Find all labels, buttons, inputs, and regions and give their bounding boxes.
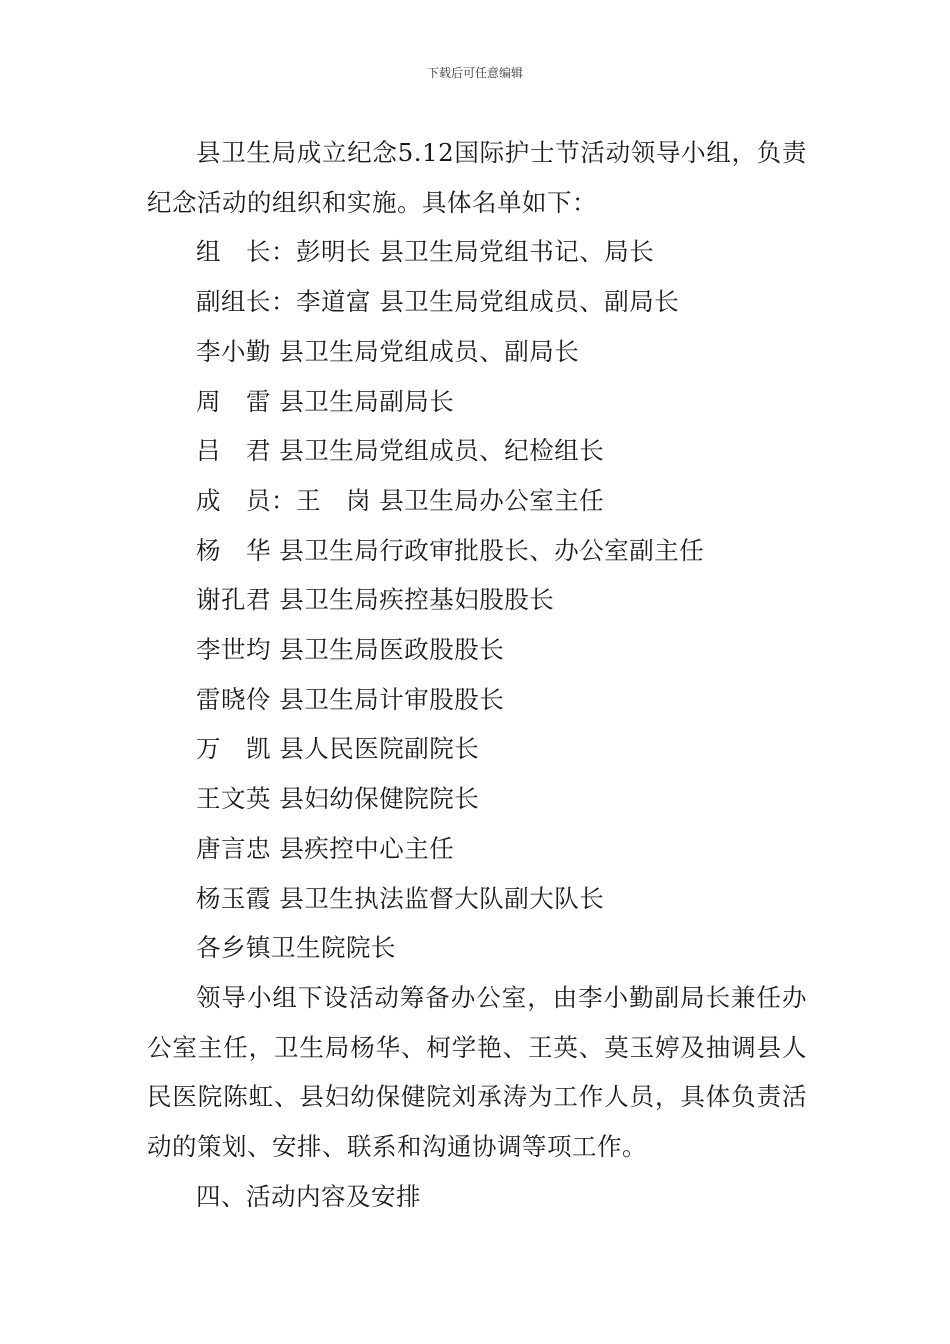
member-line-member-7: 王文英 县妇幼保健院院长 (196, 784, 480, 814)
member-line-member-2: 杨 华 县卫生局行政审批股长、办公室副主任 (196, 535, 705, 565)
section-heading: 四、活动内容及安排 (196, 1181, 421, 1211)
member-line-leader: 组 长：彭明长 县卫生局党组书记、局长 (196, 237, 655, 267)
member-line-member-5: 雷晓伶 县卫生局计审股股长 (196, 684, 505, 714)
document-body (147, 128, 807, 1221)
member-line-deputy-3: 周 雷 县卫生局副局长 (196, 386, 455, 416)
page-header: 下载后可任意编辑 (426, 66, 523, 80)
member-line-deputy-2: 李小勤 县卫生局党组成员、副局长 (196, 336, 580, 366)
member-line-member-3: 谢孔君 县卫生局疾控基妇股股长 (196, 585, 555, 615)
office-paragraph: 领导小组下设活动筹备办公室，由李小勤副局长兼任办公室主任，卫生局杨华、柯学艳、王英、莫玉婷及抽调县人民医院陈虹、县妇幼保健院刘承涛为工作人员，具体负责活动的策划、安排、联系和沟通协调等项工作。 (147, 982, 807, 1162)
member-line-member-1: 成 员：王 岗 县卫生局办公室主任 (196, 485, 605, 515)
intro-paragraph: 县卫生局成立纪念5.12国际护士节活动领导小组，负责纪念活动的组织和实施。具体名单如下： (147, 138, 807, 217)
member-line-member-4: 李世均 县卫生局医政股股长 (196, 635, 505, 665)
member-line-member-10: 各乡镇卫生院院长 (196, 933, 396, 963)
member-line-member-8: 唐言忠 县疾控中心主任 (196, 833, 455, 863)
member-line-member-9: 杨玉霞 县卫生执法监督大队副大队长 (196, 883, 605, 913)
member-line-member-6: 万 凯 县人民医院副院长 (196, 734, 480, 764)
member-line-deputy-1: 副组长：李道富 县卫生局党组成员、副局长 (196, 287, 680, 317)
member-line-deputy-4: 吕 君 县卫生局党组成员、纪检组长 (196, 436, 605, 466)
